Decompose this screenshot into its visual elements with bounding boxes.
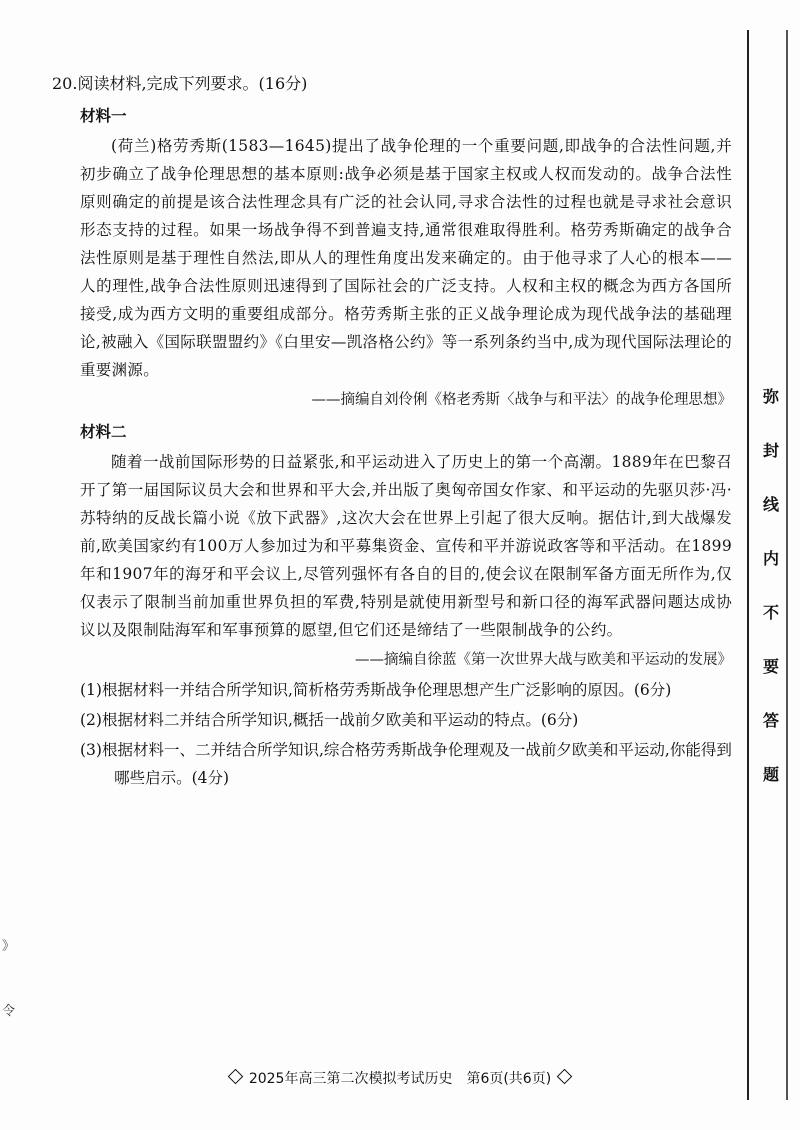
footer-text: 2025年高三第二次模拟考试历史 第6页(共6页) bbox=[248, 1071, 552, 1087]
requirement-2: (2)根据材料二并结合所学知识,概括一战前夕欧美和平运动的特点。(6分) bbox=[80, 711, 579, 729]
requirements-list bbox=[80, 676, 732, 792]
binding-instruction bbox=[760, 370, 782, 802]
binding-margin-line-outer bbox=[786, 30, 788, 1100]
material2-source: ——摘编自徐蓝《第一次世界大战与欧美和平运动的发展》 bbox=[355, 652, 732, 668]
material2-heading: 材料二 bbox=[80, 423, 127, 441]
margin-mark: 令 bbox=[2, 1004, 16, 1019]
binding-margin-line bbox=[747, 30, 749, 1100]
question-title: 20.阅读材料,完成下列要求。(16分) bbox=[52, 74, 308, 93]
binding-char: 弥 bbox=[762, 387, 779, 406]
material1-text: (荷兰)格劳秀斯(1583—1645)提出了战争伦理的一个重要问题,即战争的合法性问题,并初步确立了战争伦理思想的基本原则:战争必须是基于国家主权或人权而发动的。战争合法性原则确定的前提是该合法性理念具有广泛的社会认同,寻求合法性的过程也就是寻求社会意识形态支持的过程。如果一场战争得不到普遍支持,通常很难取得胜利。格劳秀斯确定的战争合法性原则是基于理性自然法,即从人的理性角度出发来确定的。由于他寻求了人心的根本——人的理性,战争合法性原则迅速得到了国际社会的广泛支持。人权和主权的概念为西方各国所接受,成为西方文明的重要组成部分。格劳秀斯主张的正义战争理论成为现代战争法的基础理论,被融入《国际联盟盟约》《白里安—凯洛格公约》等一系列条约当中,成为现代国际法理论的重要渊源。 bbox=[80, 137, 732, 379]
binding-char: 线 bbox=[762, 495, 779, 514]
binding-char: 要 bbox=[762, 657, 779, 676]
material1-heading: 材料一 bbox=[80, 107, 127, 125]
requirement-3: (3)根据材料一、二并结合所学知识,综合格劳秀斯战争伦理观及一战前夕欧美和平运动,你能得到哪些启示。(4分) bbox=[80, 741, 732, 787]
material1-source: ——摘编自刘伶俐《格老秀斯〈战争与和平法〉的战争伦理思想》 bbox=[311, 392, 732, 408]
page-footer bbox=[0, 1068, 800, 1088]
binding-char: 题 bbox=[762, 765, 779, 784]
requirement-1: (1)根据材料一并结合所学知识,简析格劳秀斯战争伦理思想产生广泛影响的原因。(6分) bbox=[80, 681, 672, 699]
question-content bbox=[52, 70, 732, 792]
binding-char: 封 bbox=[762, 441, 779, 460]
margin-mark: 》 bbox=[2, 939, 16, 954]
binding-char: 不 bbox=[762, 603, 779, 622]
diamond-icon bbox=[228, 1069, 244, 1085]
diamond-icon bbox=[557, 1069, 573, 1085]
material2-text: 随着一战前国际形势的日益紧张,和平运动进入了历史上的第一个高潮。1889年在巴黎召开了第一届国际议员大会和世界和平大会,并出版了奥匈帝国女作家、和平运动的先驱贝莎·冯·苏特纳的反战长篇小说《放下武器》,这次大会在世界上引起了很大反响。据估计,到大战爆发前,欧美国家约有100万人参加过为和平募集资金、宣传和平并游说政客等和平活动。在1899年和1907年的海牙和平会议上,尽管列强怀有各自的目的,使会议在限制军备方面无所作为,仅仅表示了限制当前加重世界负担的军费,特别是就使用新型号和新口径的海军武器问题达成协议以及限制陆海军和军事预算的愿望,但它们还是缔结了一些限制战争的公约。 bbox=[80, 453, 732, 639]
binding-char: 内 bbox=[762, 549, 779, 568]
binding-char: 答 bbox=[762, 711, 779, 730]
